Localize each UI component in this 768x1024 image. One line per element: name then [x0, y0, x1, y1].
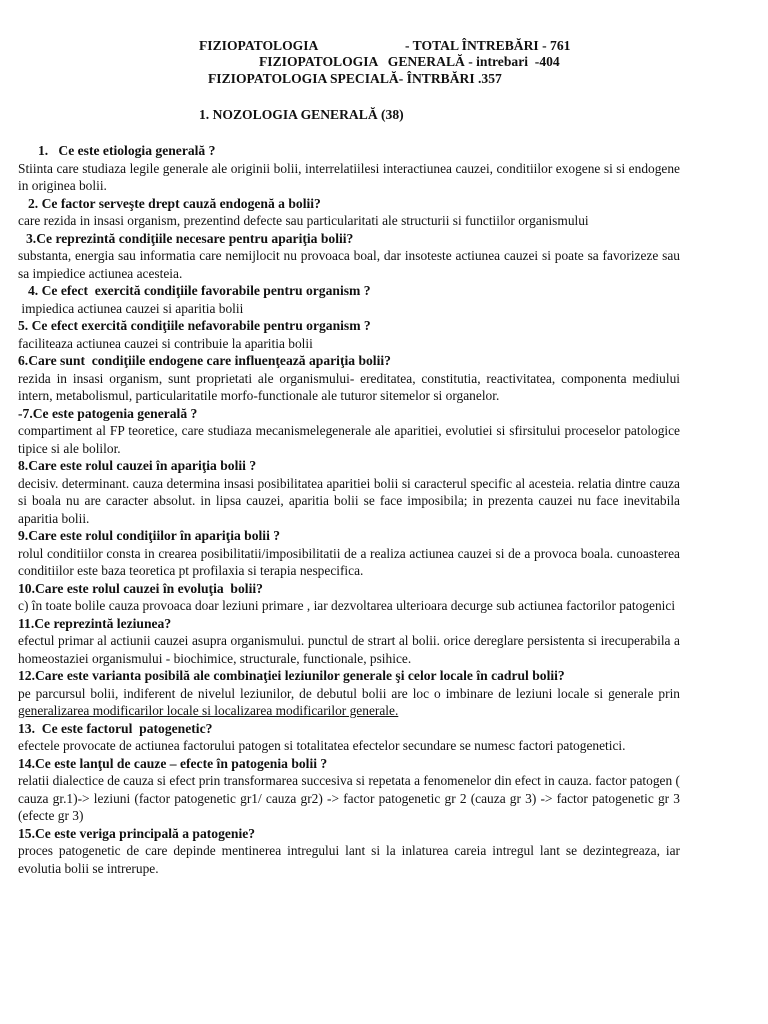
answer-15: proces patogenetic de care depinde mentinerea intregului lant si la inlaturea careia intregul lant se dezintegreaza, iar evolutia bolii se intrerupe. — [18, 843, 680, 876]
header-line-2: FIZIOPATOLOGIA GENERALĂ - intrebari -404 — [259, 54, 560, 69]
question-9: 9.Care este rolul condiţiilor în apariţia bolii ? — [18, 528, 281, 543]
question-1: 1. Ce este etiologia generală ? — [38, 143, 216, 158]
answer-14: relatii dialectice de cauza si efect prin transformarea succesiva si repetata a fenomenelor din efect in cauza. factor patogen ( cauza gr.1)-> leziuni (factor patogenetic gr1/ cauza gr2) -> factor patogenetic gr 2 (cauza gr 3) -> factor patogenetic gr 3 (efecte gr 3) — [18, 773, 680, 823]
header-line-1-right: - TOTAL ÎNTREBĂRI - 761 — [405, 38, 571, 53]
answer-13: efectele provocate de actiunea factorului patogen si totalitatea efectelor secundare se numesc factori patogenetici. — [18, 738, 626, 753]
answer-12-underlined: generalizarea modificarilor locale si localizarea modificarilor generale. — [18, 703, 399, 718]
answer-11: efectul primar al actiunii cauzei asupra organismului. punctul de strart al bolii. orice dereglare persistenta si irecuperabila a homeostaziei organismului - biochimice, structurale, functionale, psihice. — [18, 633, 680, 666]
question-10: 10.Care este rolul cauzei în evoluţia bolii? — [18, 580, 263, 596]
question-14: 14.Ce este lanţul de cauze – efecte în patogenia bolii ? — [18, 755, 328, 771]
section-title: 1. NOZOLOGIA GENERALĂ (38) — [199, 107, 404, 122]
qa-list — [18, 142, 680, 877]
answer-4: impiedica actiunea cauzei si aparitia bolii — [18, 300, 244, 316]
answer-2: care rezida in insasi organism, prezentind defecte sau particularitati ale structurii si functiilor organismului — [18, 213, 589, 228]
answer-5: faciliteaza actiunea cauzei si contribuie la aparitia bolii — [18, 335, 313, 351]
question-6: 6.Care sunt condiţiile endogene care influenţează apariţia bolii? — [18, 353, 391, 368]
header-line-3: FIZIOPATOLOGIA SPECIALĂ- ÎNTRBĂRI .357 — [208, 71, 502, 86]
question-11: 11.Ce reprezintă leziunea? — [18, 615, 172, 631]
answer-7: compartiment al FP teoretice, care studiaza mecanismelegenerale ale aparitiei, evolutiei si sfirsitului proceselor patologice tipice si ale bolilor. — [18, 423, 680, 456]
question-8: 8.Care este rolul cauzei în apariţia bolii ? — [18, 458, 257, 473]
answer-6: rezida in insasi organism, sunt proprietati ale organismului- ereditatea, constitutia, reactivitatea, componenta mediului intern, metabolismul, particularitatile morfo-functionale ale tuturor sitemelor si organelor. — [18, 370, 680, 403]
answer-10: c) în toate bolile cauza provoaca doar leziuni primare , iar dezvoltarea ulterioara decurge sub actiunea factorilor patogenici — [18, 598, 676, 613]
question-5: 5. Ce efect exercită condiţiile nefavorabile pentru organism ? — [18, 318, 371, 333]
answer-12 — [18, 685, 680, 720]
answer-12-text: pe parcursul bolii, indiferent de nivelul leziunilor, de debutul bolii are loc o imbinare de leziuni locale si generale prin — [18, 685, 680, 701]
question-3: 3.Ce reprezintă condiţiile necesare pentru apariţia bolii? — [26, 230, 354, 246]
answer-1: Stiinta care studiaza legile generale ale originii bolii, interrelatiilesi interactiunea cauzei, conditiilor exogene si si endogene in originea bolii. — [18, 160, 680, 193]
question-7: -7.Ce este patogenia generală ? — [18, 405, 198, 421]
header-line-1-left: FIZIOPATOLOGIA — [199, 38, 319, 53]
question-4: 4. Ce efect exercită condiţiile favorabile pentru organism ? — [28, 283, 371, 298]
answer-8: decisiv. determinant. cauza determina insasi posibilitatea aparitiei bolii si caracterul specific al acesteia. relatia dintre cauza si boala nu are caracter absolut. in lipsa cauzei, aparitia bolii se face imposibila; in prezenta cauzei nu face inevitabila aparitia bolii. — [18, 475, 680, 526]
question-15: 15.Ce este veriga principală a patogenie? — [18, 825, 256, 841]
answer-9: rolul conditiilor consta in crearea posibilitatii/imposibilitatii de a realiza actiunea cauzei si de a provoca boala. cunoasterea conditiilor este baza teoretica pt profilaxia si terapia nespecifica. — [18, 545, 680, 578]
answer-3: substanta, energia sau informatia care nemijlocit nu provoaca boal, dar insoteste actiunea cauzei si poate sa favorizeze sau sa impiedice actiunea acesteia. — [18, 248, 680, 281]
question-13: 13. Ce este factorul patogenetic? — [18, 720, 213, 736]
question-2: 2. Ce factor serveşte drept cauză endogenă a bolii? — [28, 195, 321, 211]
question-12: 12.Care este varianta posibilă ale combinaţiei leziunilor generale şi celor locale în cadrul bolii? — [18, 668, 565, 683]
